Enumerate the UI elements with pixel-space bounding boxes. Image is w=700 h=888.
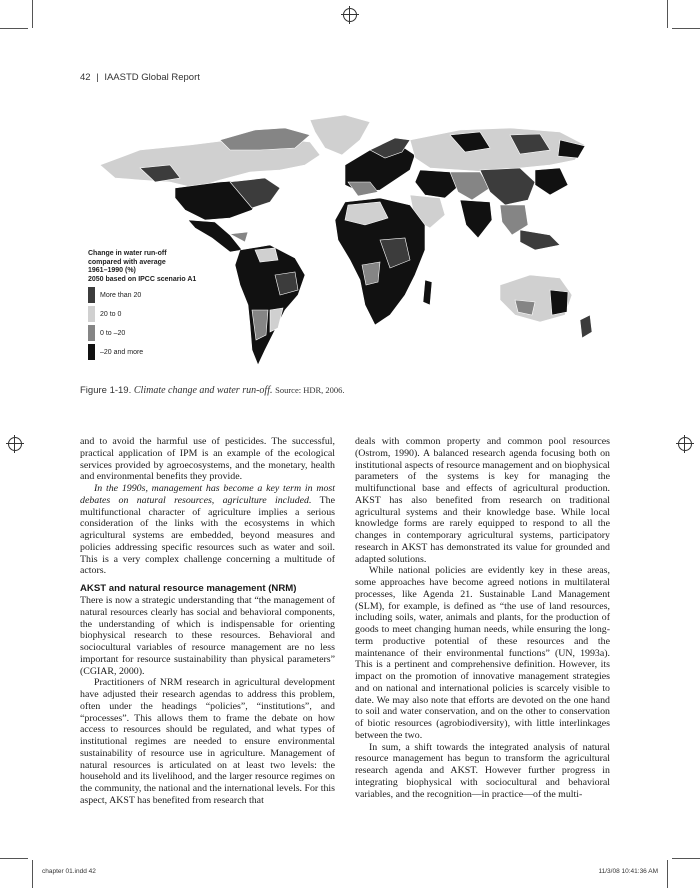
- paragraph: In the 1990s, management has become a key term in most debates on natural resources, agriculture included. The multifunctional character of agriculture implies a serious consideration of the links with the ecosystems in which agricultural systems are embedded, beyond measures and policies addressing specific resources such as water and soil. This is a very complex challenge concerning a multitude of actors.: [80, 483, 335, 577]
- registration-mark-icon: [343, 8, 357, 22]
- right-column: [355, 436, 610, 800]
- legend-item: 0 to –20: [88, 325, 198, 341]
- registration-mark-icon: [8, 437, 22, 451]
- crop-mark: [672, 858, 700, 859]
- legend-swatch: [88, 306, 95, 322]
- map-region: [460, 200, 492, 238]
- figure-title: Climate change and water run-off.: [133, 385, 273, 396]
- legend-swatch: [88, 287, 95, 303]
- map-region: [550, 290, 568, 315]
- legend-item: –20 and more: [88, 344, 198, 360]
- section-heading: AKST and natural resource management (NRM): [80, 583, 297, 594]
- crop-mark: [672, 28, 700, 29]
- map-region: [480, 168, 535, 205]
- footer-timestamp: 11/3/08 10:41:36 AM: [598, 868, 658, 875]
- legend-item: 20 to 0: [88, 306, 198, 322]
- paragraph: In sum, a shift towards the integrated analysis of natural resource management has begun to transform the agricultural research agenda and AKST. However further progress in integrating biophysical with sociocultural and behavioral variables, and the recognition—in practice—of the multi-: [355, 741, 610, 800]
- paragraph: While national policies are evidently key in these areas, some approaches have become agreed notions in multilateral processes, like Agenda 21. Sustainable Land Management (SLM), for example, is defined as “the use of land resources, including soils, water, animals and plants, for the production of goods to meet changing human needs, while ensuring the long-term productive potential of these resources and the maintenance of their environmental functions” (UN, 1993a). This is a pertinent and comprehensive definition. However, its impact on the promotion of innovative management strategies and on national and international policies is scarcely visible to date. We may also note that efforts are devoted on the one hand to soil and water conservation, and on the other to conservation of biotic resources (agrobiodiversity), with little interlinkages between the two.: [355, 565, 610, 741]
- figure-label: Figure 1-19.: [80, 385, 132, 396]
- crop-mark: [667, 860, 668, 888]
- map-region: [535, 168, 568, 195]
- legend-swatch: [88, 325, 95, 341]
- page-number: 42: [80, 72, 91, 83]
- italic-text: In the 1990s, management has become a key term in most debates on natural resources, agriculture included.: [80, 483, 335, 506]
- crop-mark: [32, 860, 33, 888]
- map-region: [270, 308, 283, 332]
- footer-file: chapter 01.indd 42: [42, 868, 96, 875]
- running-header: [80, 72, 200, 83]
- paragraph: Practitioners of NRM research in agricultural development have adjusted their research agendas to address this problem, often under the headings “policies”, “institutions”, and “processes”. This allows them to frame the debate on how access to resources should be regulated, and what types of institutional regimes are needed to ensure environmental sustainability of resource use in agriculture. Management of natural resources is articulated on at least two levels: the household and its livelihood, and the larger resource regimes on the community, the national and the international levels. For this aspect, AKST has benefited from research that: [80, 677, 335, 806]
- crop-mark: [32, 0, 33, 28]
- figure-source: Source: HDR, 2006.: [275, 385, 345, 395]
- map-region: [235, 245, 305, 365]
- registration-mark-icon: [678, 437, 692, 451]
- map-region: [423, 280, 432, 305]
- legend-swatch: [88, 344, 95, 360]
- crop-mark: [667, 0, 668, 28]
- map-region: [310, 115, 370, 155]
- crop-mark: [0, 28, 28, 29]
- legend-title: Change in water run-off compared with average 1961–1990 (%) 2050 based on IPCC scenario A1: [88, 250, 197, 283]
- left-column: [80, 436, 335, 807]
- legend-item: More than 20: [88, 287, 198, 303]
- header-separator: |: [96, 72, 99, 83]
- paragraph: and to avoid the harmful use of pesticides. The successful, practical application of IPM is an example of the ecological services provided by agroecosystems, and the monetary, health and environmental benefits they provide.: [80, 436, 335, 483]
- map-region: [220, 128, 310, 150]
- paragraph: There is now a strategic understanding that “the management of natural resources clearly has social and behavioral components, the understanding of which is indispensable for orienting biophysical research to these resources. Behavioral and sociocultural variables of resource management are no less important for resource sustainability than physical parameters” (CGIAR, 2000).: [80, 595, 335, 677]
- map-region: [520, 230, 560, 250]
- crop-mark: [0, 858, 28, 859]
- paragraph: deals with common property and common pool resources (Ostrom, 1990). A balanced research agenda focusing both on institutional aspects of resource management and on biophysical parameters of the systems is key for managing the multifunctional base and effects of agricultural production. AKST has also benefited from research on traditional agricultural systems and their knowledge base. While local knowledge forms are rarely equipped to respond to all the changes in contemporary agricultural systems, participatory research in AKST has demonstrated its value for grounded and adapted solutions.: [355, 436, 610, 565]
- report-title: IAASTD Global Report: [104, 72, 200, 83]
- map-legend: [88, 250, 198, 360]
- figure-caption: [80, 385, 345, 396]
- map-region: [580, 315, 592, 338]
